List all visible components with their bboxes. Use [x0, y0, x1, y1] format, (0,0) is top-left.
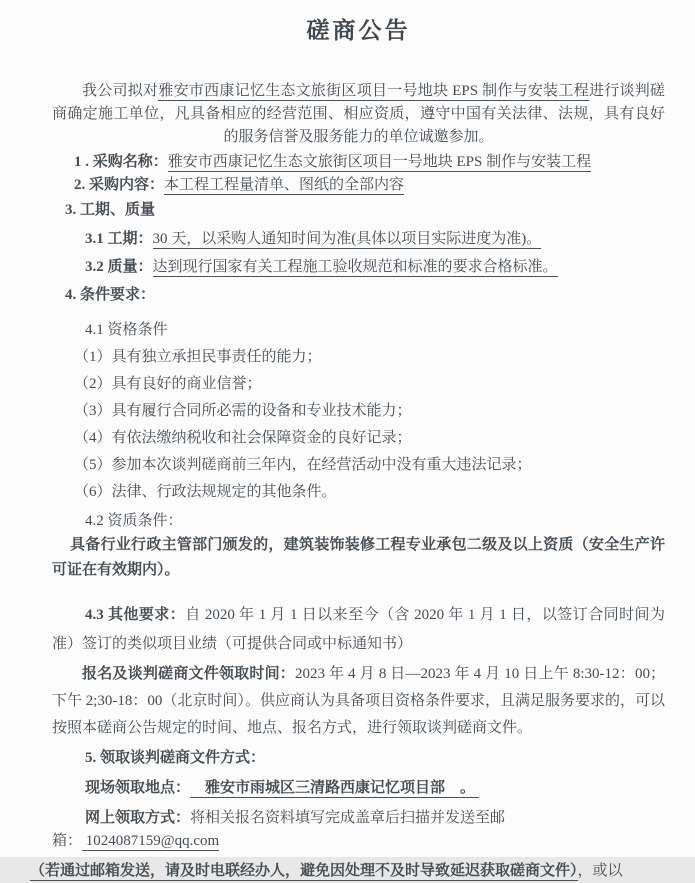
onsite-pickup-value: 雅安市雨城区三清路西康记忆项目部 。: [190, 780, 479, 796]
procurement-name-line: [74, 151, 665, 174]
section5-heading: 5. 领取谈判磋商文件方式：: [85, 750, 266, 766]
registration-time-label: 报名及谈判磋商文件领取时间：: [82, 666, 296, 682]
duration-line: [85, 228, 665, 251]
procurement-name-label: 1 . 采购名称：: [74, 154, 168, 170]
online-pickup-email: 1024087159@qq.com: [82, 833, 220, 849]
procurement-content-value: 本工程工程量清单、图纸的全部内容: [164, 177, 405, 193]
online-pickup-label: 网上领取方式：: [85, 810, 191, 826]
document-title: 磋商公告: [306, 18, 411, 43]
quality-label: 3.2 质量：: [85, 259, 153, 275]
quality-line: [85, 256, 665, 279]
intro-paragraph: [52, 80, 665, 149]
online-pickup-tail: ，或以: [577, 863, 623, 879]
credential-text: 具备行业行政主管部门颁发的，建筑装饰装修工程专业承包二级及以上资质（安全生产许可证在有效期内）。: [52, 537, 665, 578]
credential-heading: 4.2 资质条件：: [85, 513, 183, 529]
intro-project-name: 雅安市西康记忆生态文旅街区项目一号地块 EPS 制作与安装工程: [158, 83, 589, 99]
online-pickup-note: （若通过邮箱发送，请及时电联经办人，避免因处理不及时导致延迟获取磋商文件）: [30, 863, 578, 879]
registration-time-line: [52, 661, 665, 742]
qualification-heading: 4.1 资格条件: [85, 322, 168, 338]
duration-label: 3.1 工期：: [85, 231, 153, 247]
intro-prefix: 我公司拟对: [82, 83, 159, 99]
online-pickup-note-line: [30, 860, 665, 883]
condition-item-2: （2）具有良好的商业信誉；: [74, 376, 262, 392]
procurement-content-label: 2. 采购内容：: [74, 177, 165, 193]
online-pickup-text: 将相关报名资料填写完成盖章后扫描并发送至邮箱：: [52, 810, 506, 849]
online-pickup-line: [52, 807, 665, 853]
condition-item-6: （6）法律、行政法规规定的其他条件。: [74, 484, 337, 500]
condition-item-1: （1）具有独立承担民事责任的能力；: [74, 349, 322, 365]
quality-value: 达到现行国家有关工程施工验收规范和标准的要求合格标准。: [152, 259, 558, 275]
section4-heading: 4. 条件要求：: [65, 287, 156, 303]
section3-heading: 3. 工期、质量: [65, 202, 156, 218]
procurement-name-value: 雅安市西康记忆生态文旅街区项目一号地块 EPS 制作与安装工程: [167, 154, 592, 170]
registration-time-text: 2023 年 4 月 8 日—2023 年 4 月 10 日上午 8:30-12：00；下午 2;30-18：00（北京时间）。供应商认为具备项目资格条件要求，且满足服务要求的，可以按照本磋商公告规定的时间、地点、报名方式，进行领取谈判磋商文件。: [52, 666, 665, 736]
condition-item-4: （4）有依法缴纳税收和社会保障资金的良好记录；: [74, 430, 412, 446]
intro-suffix: 进行谈判磋商确定施工单位，凡具备相应的经营范围、相应资质，遵守中国有关法律、法规，具有良好的服务信誉及服务能力的单位诚邀参加。: [52, 83, 665, 145]
other-requirements-text: 自 2020 年 1 月 1 日以来至今（含 2020 年 1 月 1 日，以签订合同时间为准）签订的类似项目业绩（可提供合同或中标通知书）: [52, 607, 665, 652]
onsite-pickup-line: [85, 777, 665, 800]
condition-item-5: （5）参加本次谈判磋商前三年内，在经营活动中没有重大违法记录；: [74, 457, 532, 473]
onsite-pickup-label: 现场领取地点：: [85, 780, 191, 796]
other-requirements-line: [52, 601, 665, 659]
duration-value: 30 天，以采购人通知时间为准(具体以项目实际进度为准)。: [152, 231, 542, 247]
procurement-content-line: [74, 174, 665, 197]
condition-item-3: （3）具有履行合同所必需的设备和专业技术能力；: [74, 403, 412, 419]
other-requirements-label: 4.3 其他要求：: [85, 607, 186, 623]
